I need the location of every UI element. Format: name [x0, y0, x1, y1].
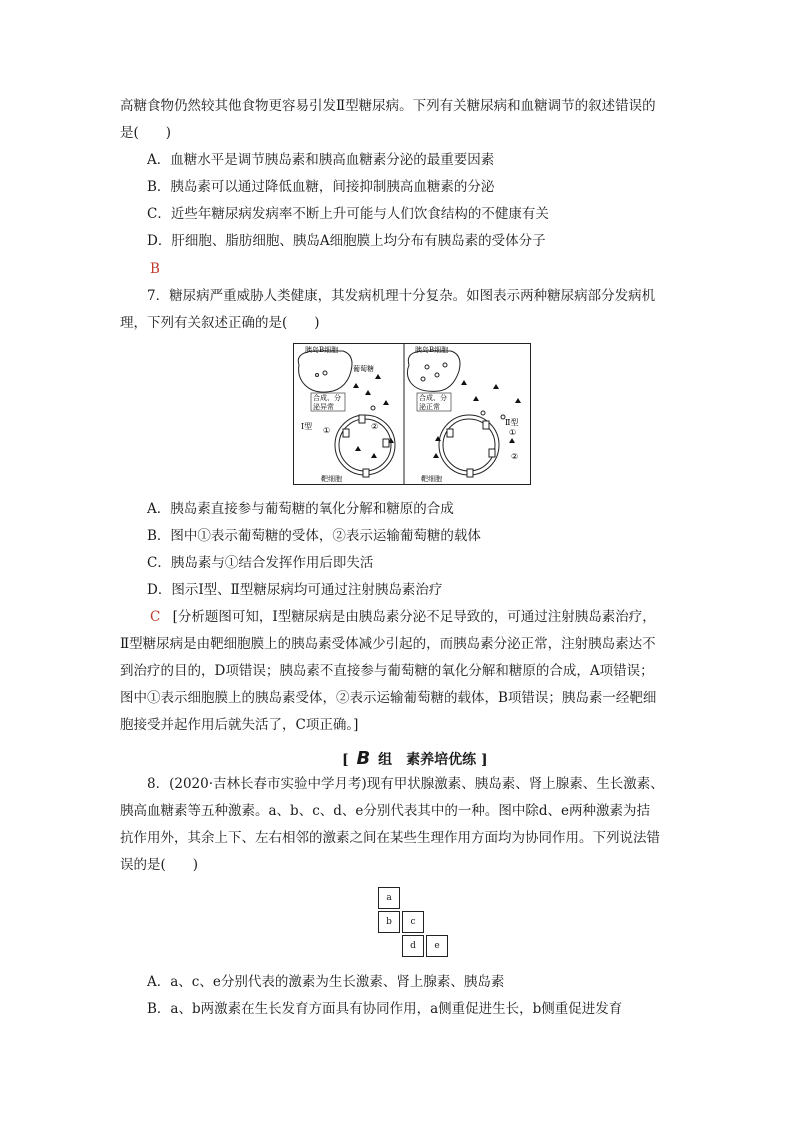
grid-cell-d: d: [402, 935, 424, 957]
q8-option-b: B．a、b两激素在生长发育方面具有协同作用，a侧重促进生长，b侧重促进发育: [147, 1001, 623, 1017]
right-secretion-label-2: 泌正常: [419, 403, 440, 411]
grid-cell-b: b: [378, 911, 400, 933]
glucose-tri-1: [353, 383, 359, 388]
glucose-label: 葡萄糖: [353, 365, 374, 373]
q7-option-a: A．胰岛素直接参与葡萄糖的氧化分解和糖原的合成: [147, 501, 454, 517]
q7-analysis-text-1: [分析题图可知，Ⅰ型糖尿病是由胰岛素分泌不足导致的，可通过注射胰岛素治疗，: [172, 609, 656, 625]
left-granule-2: [316, 374, 319, 377]
q7-answer: C: [150, 609, 161, 625]
q7-analysis-line3: 到治疗的目的，D项错误；胰岛素不直接参与葡萄糖的氧化分解和糖原的合成，A项错误；: [120, 663, 654, 679]
left-secretion-label-2: 泌异常: [313, 403, 334, 411]
q7-analysis-line1: [150, 608, 656, 626]
left-receptor-3: [383, 439, 389, 447]
heading-bracket-close: ]: [480, 752, 488, 768]
q7-option-b: B．图中①表示葡萄糖的受体，②表示运输葡萄糖的载体: [147, 528, 481, 544]
right-mark-2: ②: [511, 452, 519, 461]
left-islet-label: 胰岛B细胞: [305, 346, 339, 354]
q8-option-a: A．a、c、e分别代表的激素为生长激素、肾上腺素、胰岛素: [147, 974, 505, 990]
q6-option-c: C．近些年糖尿病发病率不断上升可能与人们饮食结构的不健康有关: [147, 206, 549, 222]
heading-letter-b: B: [356, 748, 371, 769]
right-islet-label: 胰岛B细胞: [415, 346, 449, 354]
right-secretion-label-1: 合成、分: [419, 394, 447, 402]
q6-stem-line2: 是( ): [120, 125, 172, 141]
left-granule-1: [323, 371, 327, 375]
q8-stem-line1: 8．(2020·吉林长春市实验中学月考)现有甲状腺激素、胰岛素、肾上腺素、生长激素、: [147, 776, 664, 792]
diabetes-mechanism-figure: [293, 343, 531, 485]
q6-option-d: D．肝细胞、脂肪细胞、胰岛A细胞膜上均分布有胰岛素的受体分子: [147, 233, 546, 249]
q7-stem-line2: 理，下列有关叙述正确的是( ): [120, 315, 320, 331]
type2-label: Ⅱ型: [505, 418, 519, 427]
grid-cell-e: e: [426, 935, 448, 957]
right-target-label: 靶细胞: [421, 475, 442, 483]
grid-cell-c: c: [402, 911, 424, 933]
q7-analysis-line4: 图中①表示细胞膜上的胰岛素受体，②表示运输葡萄糖的载体，B项错误；胰岛素一经靶细: [120, 690, 657, 706]
glucose-tri-3: [375, 374, 381, 379]
left-mark-1: ①: [323, 426, 331, 435]
left-receptor-2: [359, 415, 365, 423]
q7-analysis-line5: 胞接受并起作用后就失活了，C项正确。]: [120, 717, 359, 733]
grid-cell-a: a: [378, 887, 400, 909]
glucose-tri-2: [365, 390, 371, 395]
q6-answer: B: [150, 261, 160, 277]
insulin-dot-1: [371, 406, 375, 410]
right-islet-cell-outline: [407, 351, 460, 391]
left-secretion-label-1: 合成、分: [313, 394, 341, 402]
q7-analysis-line2: Ⅱ型糖尿病是由靶细胞膜上的胰岛素受体减少引起的，而胰岛素分泌正常，注射胰岛素达不: [120, 636, 656, 652]
q8-stem-line4: 误的是( ): [120, 857, 199, 873]
left-receptor-4: [363, 469, 369, 477]
q8-stem-line3: 抗作用外，其余上下、左右相邻的激素之间在某些生理作用方面均为协同作用。下列说法错: [120, 830, 660, 846]
q6-option-b: B．胰岛素可以通过降低血糖，间接抑制胰高血糖素的分泌: [147, 179, 495, 195]
right-target-cell-outer: [439, 415, 499, 475]
q8-stem-line2: 胰高血糖素等五种激素。a、b、c、d、e分别代表其中的一种。图中除d、e两种激素为拮: [120, 803, 651, 819]
q6-stem-line1: 高糖食物仍然较其他食物更容易引发Ⅱ型糖尿病。下列有关糖尿病和血糖调节的叙述错误的: [120, 98, 656, 114]
heading-text: 组 素养培优练: [378, 752, 477, 768]
heading-bracket-open: [: [342, 752, 349, 768]
left-islet-cell-outline: [298, 351, 352, 392]
section-heading-group-b: [342, 748, 488, 769]
left-receptor-1: [343, 429, 349, 437]
q7-option-d: D．图示Ⅰ型、Ⅱ型糖尿病均可通过注射胰岛素治疗: [147, 582, 443, 598]
right-mark-1: ①: [509, 428, 517, 437]
left-mark-2: ②: [371, 422, 379, 431]
q7-stem-line1: 7．糖尿病严重威胁人类健康，其发病机理十分复杂。如图表示两种糖尿病部分发病机: [147, 288, 656, 304]
q7-option-c: C．胰岛素与①结合发挥作用后即失活: [147, 555, 374, 571]
hormone-grid-figure: [378, 887, 450, 959]
left-target-label: 靶细胞: [321, 475, 342, 483]
glucose-tri-4: [383, 400, 389, 405]
q6-option-a: A．血糖水平是调节胰岛素和胰高血糖素分泌的最重要因素: [147, 152, 495, 168]
type1-label: Ⅰ型: [301, 422, 313, 431]
